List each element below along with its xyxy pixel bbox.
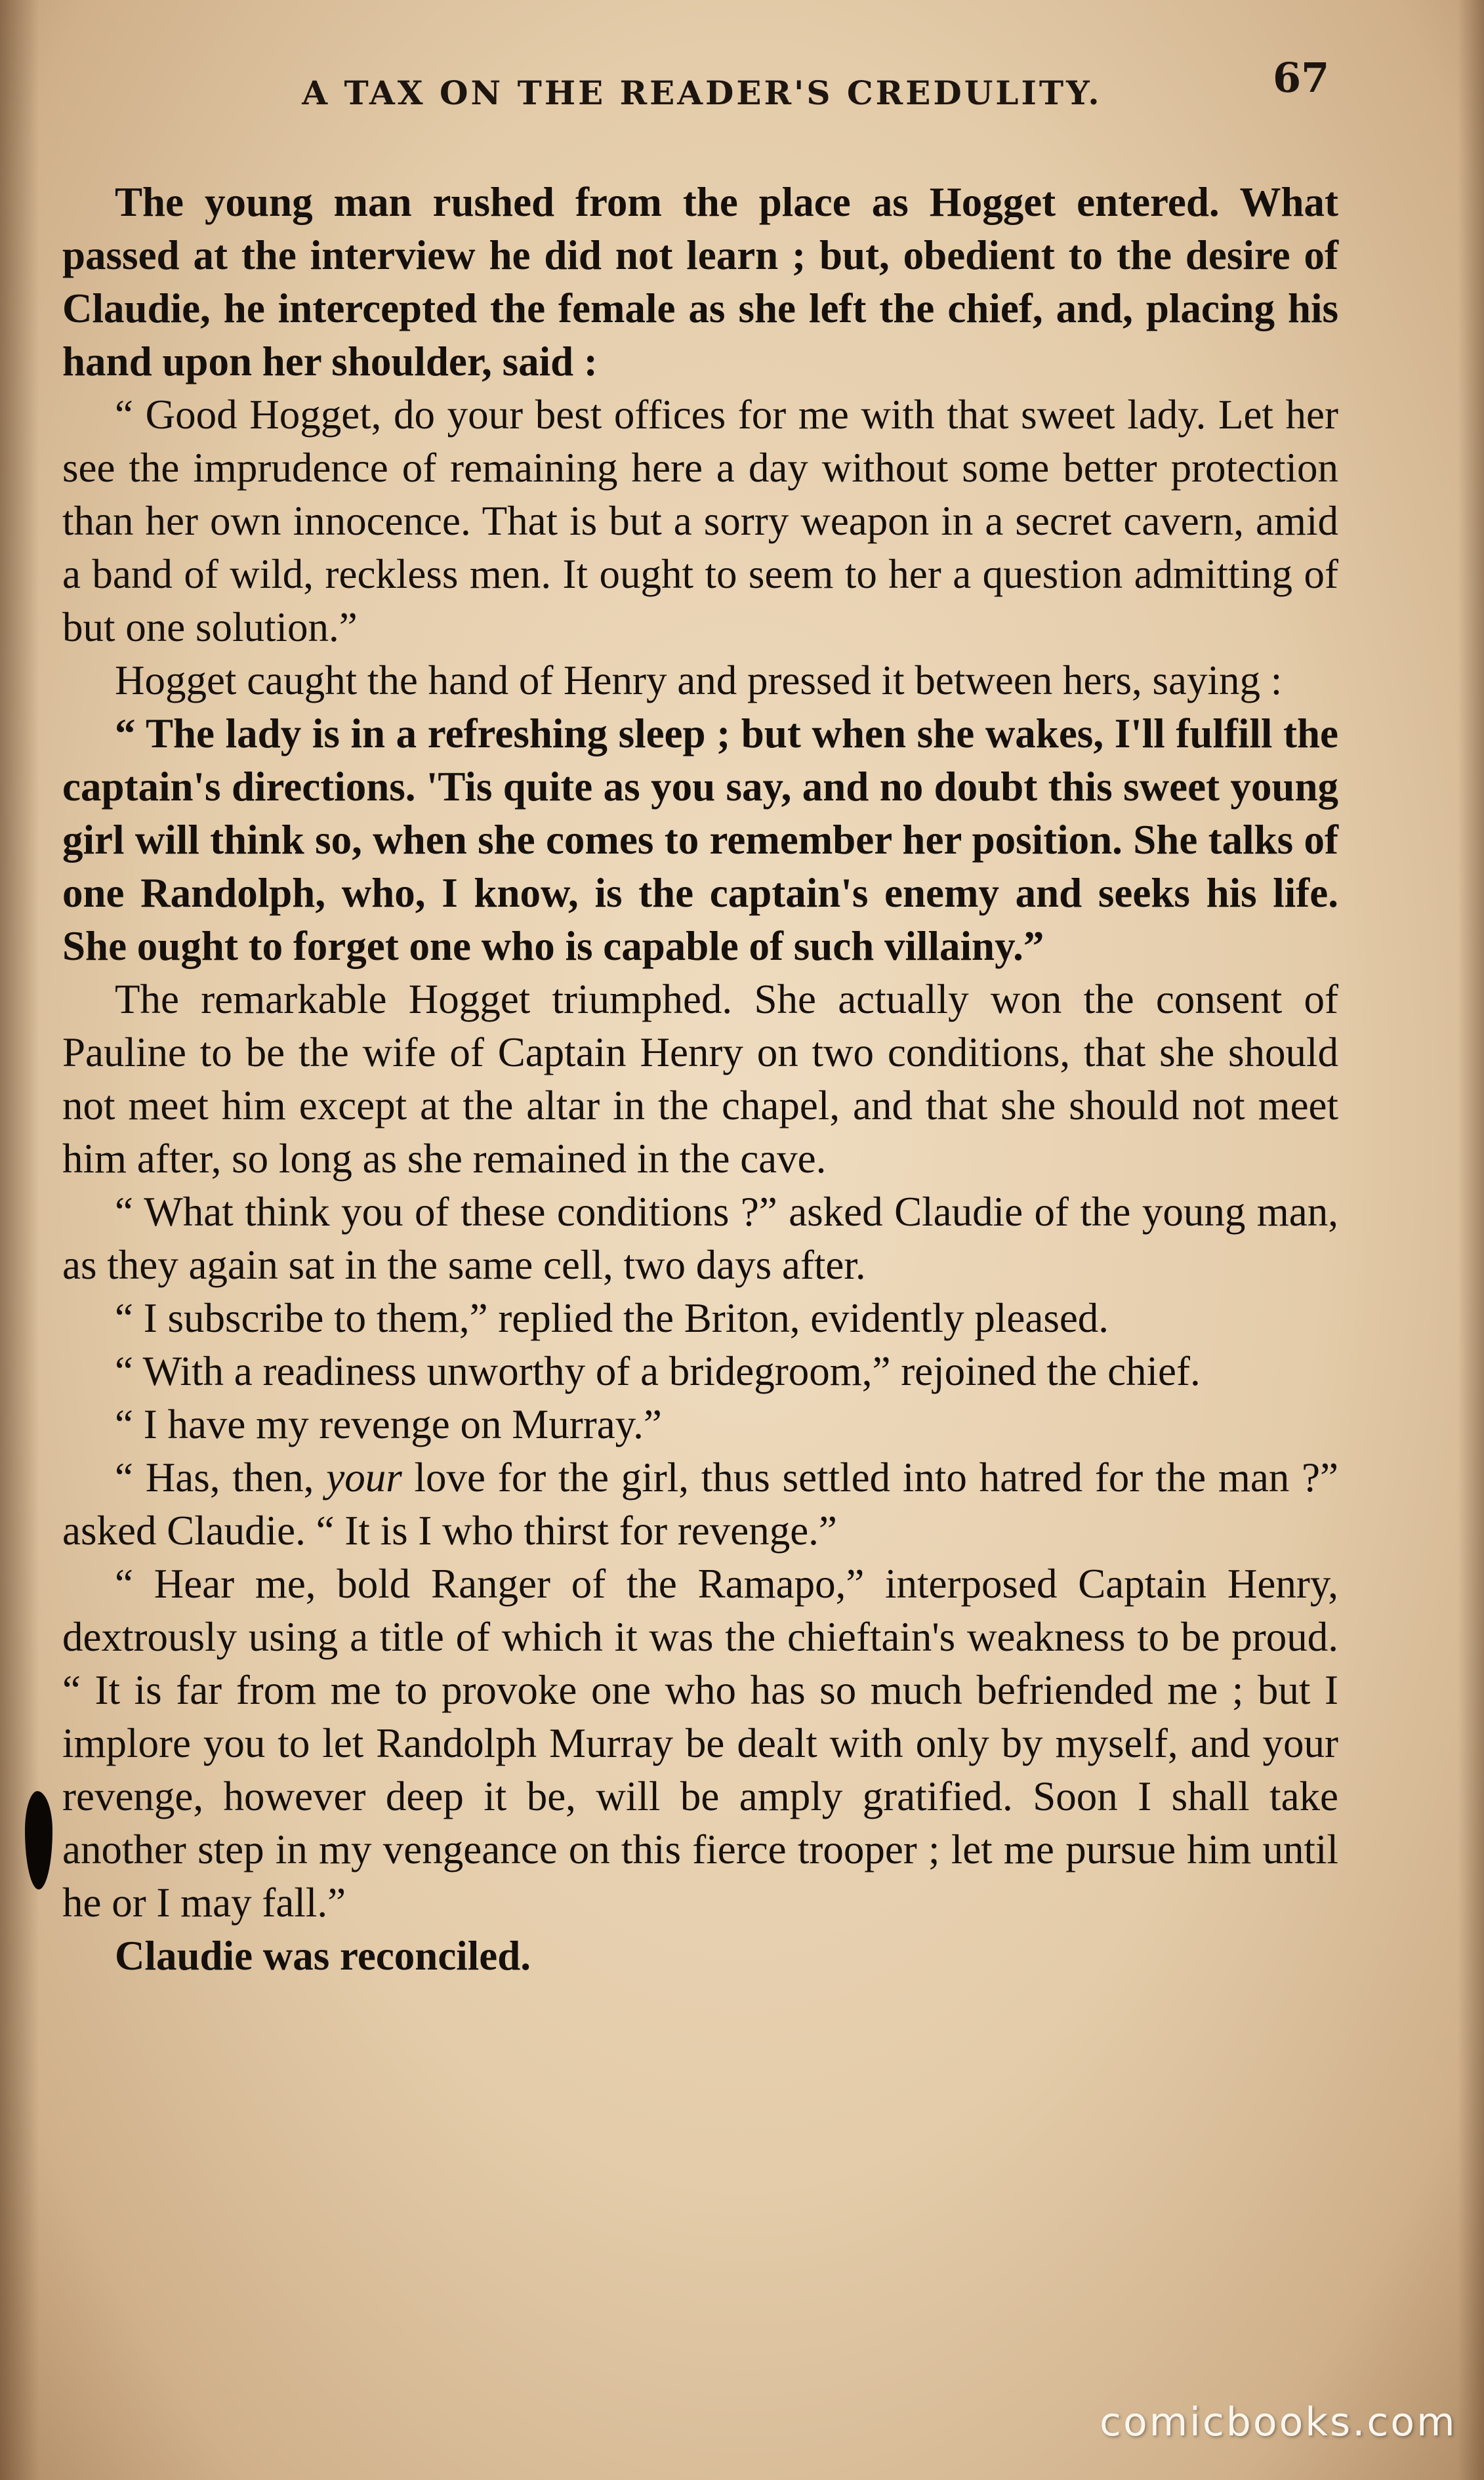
paragraph-3: Hogget caught the hand of Henry and pressed it between hers, saying : <box>115 657 1283 703</box>
ink-blot-mark <box>25 1791 52 1890</box>
running-head: A TAX ON THE READER'S CREDULITY. <box>302 73 1102 112</box>
paragraph-10-before: “ Has, then, <box>115 1455 327 1500</box>
paragraph-10 <box>62 1451 1338 1558</box>
paragraph-5: The remarkable Hogget triumphed. She actually won the consent of Pauline to be the wife of Captain Henry on two conditions, that she should not meet him except at the altar in the chapel, and that she should not meet him after, so long as she remained in the cave. <box>62 976 1338 1182</box>
paragraph-6: “ What think you of these conditions ?” asked Claudie of the young man, as they again sat in the same cell, two days after. <box>62 1189 1338 1288</box>
page-number: 67 <box>1273 54 1330 102</box>
paragraph-4: “ The lady is in a refreshing sleep ; but when she wakes, I'll fulfill the captain's directions. 'Tis quite as you say, and no doubt this sweet young girl will think so, when she comes to remember her position. She talks of one Randolph, who, I know, is the captain's enemy and seeks his life. She ought to forget one who is capable of such villainy.” <box>62 711 1338 969</box>
paragraph-2: “ Good Hogget, do your best offices for me with that sweet lady. Let her see the imprudence of remaining here a day without some better protection than her own innocence. That is but a sorry weapon in a secret cavern, amid a band of wild, reckless men. It ought to seem to her a question admitting of but one solution.” <box>62 392 1338 650</box>
watermark: comicbooks.com <box>1100 2399 1457 2445</box>
paragraph-12: Claudie was reconciled. <box>115 1933 531 1979</box>
body-text <box>62 176 1338 1983</box>
paragraph-9: “ I have my revenge on Murray.” <box>115 1401 662 1447</box>
paragraph-10-after: love for the girl, thus settled into hatred for the man ?” asked Claudie. “ It is I who thirst for revenge.” <box>62 1455 1338 1554</box>
paragraph-7: “ I subscribe to them,” replied the Briton, evidently pleased. <box>115 1295 1109 1341</box>
page-shadow-right <box>1458 0 1484 2480</box>
paragraph-1: The young man rushed from the place as Hogget entered. What passed at the interview he did not learn ; but, obedient to the desire of Claudie, he intercepted the female as she left the chief, and, placing his hand upon her shoulder, said : <box>62 179 1338 384</box>
paragraph-10-emphasis: your <box>326 1455 402 1500</box>
paragraph-8: “ With a readiness unworthy of a bridegroom,” rejoined the chief. <box>115 1348 1201 1394</box>
paragraph-11: “ Hear me, bold Ranger of the Ramapo,” interposed Captain Henry, dextrously using a title of which it was the chieftain's weakness to be proud. “ It is far from me to provoke one who has so much befriended me ; but I implore you to let Randolph Murray be dealt with only by myself, and your revenge, however deep it be, will be amply gratified. Soon I shall take another step in my vengeance on this fierce trooper ; let me pursue him until he or I may fall.” <box>62 1561 1338 1926</box>
page-shadow-left <box>0 0 39 2480</box>
